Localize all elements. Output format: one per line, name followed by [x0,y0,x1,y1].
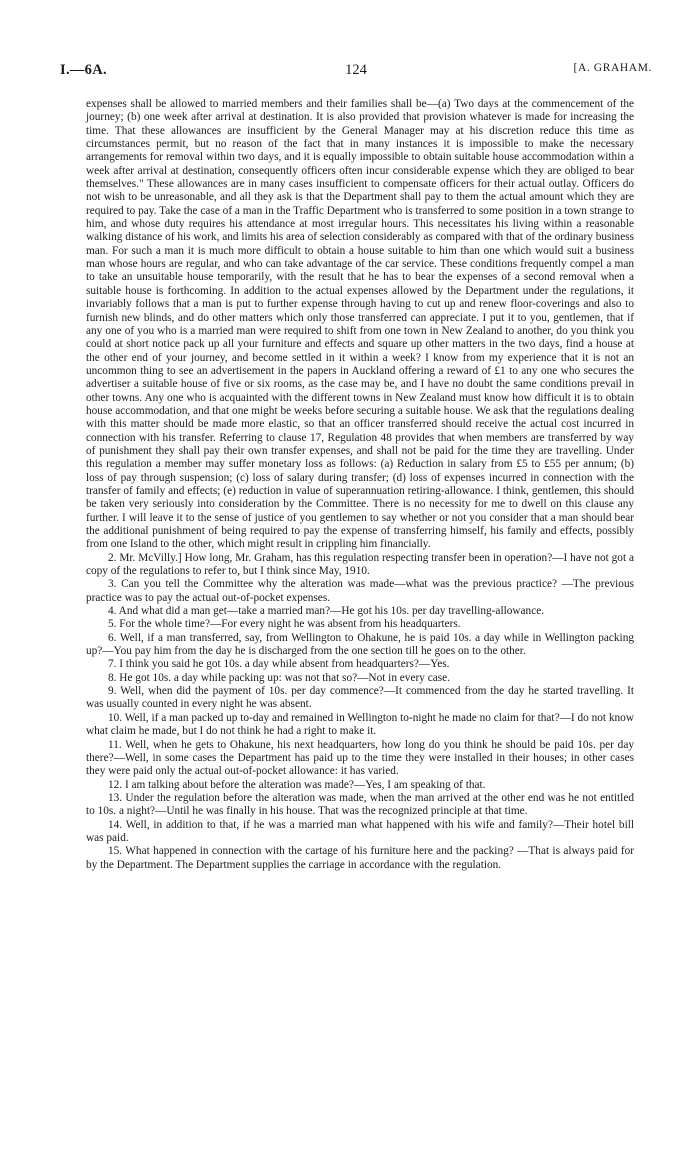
paragraph-question-10: 10. Well, if a man packed up to-day and remained in Wellington to-night he made no claim for that?—I do not know what claim he made, but I do not think he had a right to make it. [86,711,634,738]
paragraph-question-7: 7. I think you said he got 10s. a day while absent from headquarters?—Yes. [108,658,450,671]
paragraph-question-5: 5. For the whole time?—For every night he was absent from his headquarters. [108,618,461,631]
paragraph-statement: expenses shall be allowed to married members and their families shall be—(a) Two days at the commencement of the journey; (b) one week after arrival at destination. It is also provided that provision whatever is made for increasing the time. That these allowances are insufficient by the General Manager may at his discretion reduce this time as circumstances permit, but no reason of the fact that in many instances it is impossible to make the necessary arrangements for removal within two days, and it is equally impossible to obtain suitable house accommodation within a week after arrival at destination, consequently officers often incur considerable expense which they are obliged to bear themselves." These allowances are in many cases insufficient to compensate officers for their actual outlay. Officers do not wish to be unreasonable, and all they ask is that the Department shall pay to them the actual amount which they are required to pay. Take the case of a man in the Traffic Department who is transferred to some position in a town strange to him, and whose duty requires his attendance at most irregular hours. This necessitates his living within a reasonable walking distance of his work, and limits his area of selection considerably as compared with that of the ordinary business man. For such a man it is much more difficult to obtain a house suitable to him than one which would suit a business man whose hours are regular, and who can take advantage of the car service. These conditions frequently compel a man to take an unsuitable house temporarily, with the result that he has to bear the expenses of a second removal when a suitable house is forthcoming. In addition to the actual expenses allowed by the Department under the regulations, it invariably follows that a man is put to further expense through having to cut up and renew floor-coverings and also to furnish new blinds, and do other matters which only those transferred can appreciate. I put it to you, gentlemen, that if any one of you who is a married man were required to shift from one town in New Zealand to another, do you think you could at short notice pack up all your furniture and effects and square up other matters in the two days, find a house at the other end of your journey, and become settled in it within a week? I know from my experience that it is not an uncommon thing to see an advertisement in the papers in Auckland offering a reward of £1 to any one who secures the advertiser a suitable house of five or six rooms, as the case may be, and I have no doubt the same conditions prevail in other towns. Any one who is acquainted with the different towns in New Zealand must know how difficult it is to obtain house accommodation, and that one might be weeks before securing a suitable house. We ask that the regulations dealing with this matter should be made more elastic, so that an officer transferred should receive the actual cost incurred in connection with his transfer. Referring to clause 17, Regulation 48 provides that when members are transferred by way of punishment they shall pay their own transfer expenses, and shall not be paid for the time they are travelling. Under this regulation a member may suffer monetary loss as follows: (a) Reduction in salary from £5 to £55 per annum; (b) loss of pay through suspension; (c) loss of salary during transfer; (d) loss of expenses incurred in connection with the transfer of family and effects; (e) reduction in value of superannuation retiring-allowance. I think, gentlemen, this should be taken very seriously into consideration by the Committee. There is no necessity for me to dwell on this clause any further. I will leave it to the sense of justice of you gentlemen to say whether or not you consider that a man should bear the additional punishment of being required to pay the expense of transferring himself, his family and effects, possibly from one Island to the other, which might result in crippling him financially. [86,98,634,551]
page-header [60,62,652,80]
paragraph-question-6: 6. Well, if a man transferred, say, from Wellington to Ohakune, he is paid 10s. a day while in Wellington packing up?—You pay him from the day he is discharged from the one section till he goes on to the other. [86,631,634,658]
paragraph-question-13: 13. Under the regulation before the alteration was made, when the man arrived at the other end was he not entitled to 10s. a night?—Until he was finally in his house. That was the recognized principle at that time. [86,791,634,818]
paragraph-question-11: 11. Well, when he gets to Ohakune, his next headquarters, how long do you think he should be paid 10s. per day there?—Well, in some cases the Department has paid up to the time they were installed in their houses; in other cases they were paid only the actual out-of-pocket allowance: it has varied. [86,738,634,778]
document-body [86,98,634,872]
paragraph-question-14: 14. Well, in addition to that, if he was a married man what happened with his wife and family?—Their hotel bill was paid. [86,818,634,844]
paragraph-question-12: 12. I am talking about before the alteration was made?—Yes, I am speaking of that. [108,778,486,791]
witness-name: [A. GRAHAM. [573,62,652,74]
page-number: 124 [345,62,367,78]
parliamentary-paper-reference: I.—6A. [60,62,107,78]
paragraph-question-15: 15. What happened in connection with the cartage of his furniture here and the packing? —That is always paid for by the Department. The Department supplies the carriage in accordance with the regulation. [86,845,634,871]
paragraph-question-4: 4. And what did a man get—take a married man?—He got his 10s. per day travelling-allowance. [108,605,545,618]
paragraph-question-2: 2. Mr. McVilly.] How long, Mr. Graham, has this regulation respecting transfer been in operation?—I have not got a copy of the regulations to refer to, but I think since May, 1910. [86,551,634,578]
paragraph-question-9: 9. Well, when did the payment of 10s. per day commence?—It commenced from the day he started travelling. It was usually counted in every night he was absent. [86,685,634,711]
paragraph-question-8: 8. He got 10s. a day while packing up: was not that so?—Not in every case. [108,671,450,684]
paragraph-question-3: 3. Can you tell the Committee why the alteration was made—what was the previous practice? —The previous practice was to pay the actual out-of-pocket expenses. [86,578,634,604]
